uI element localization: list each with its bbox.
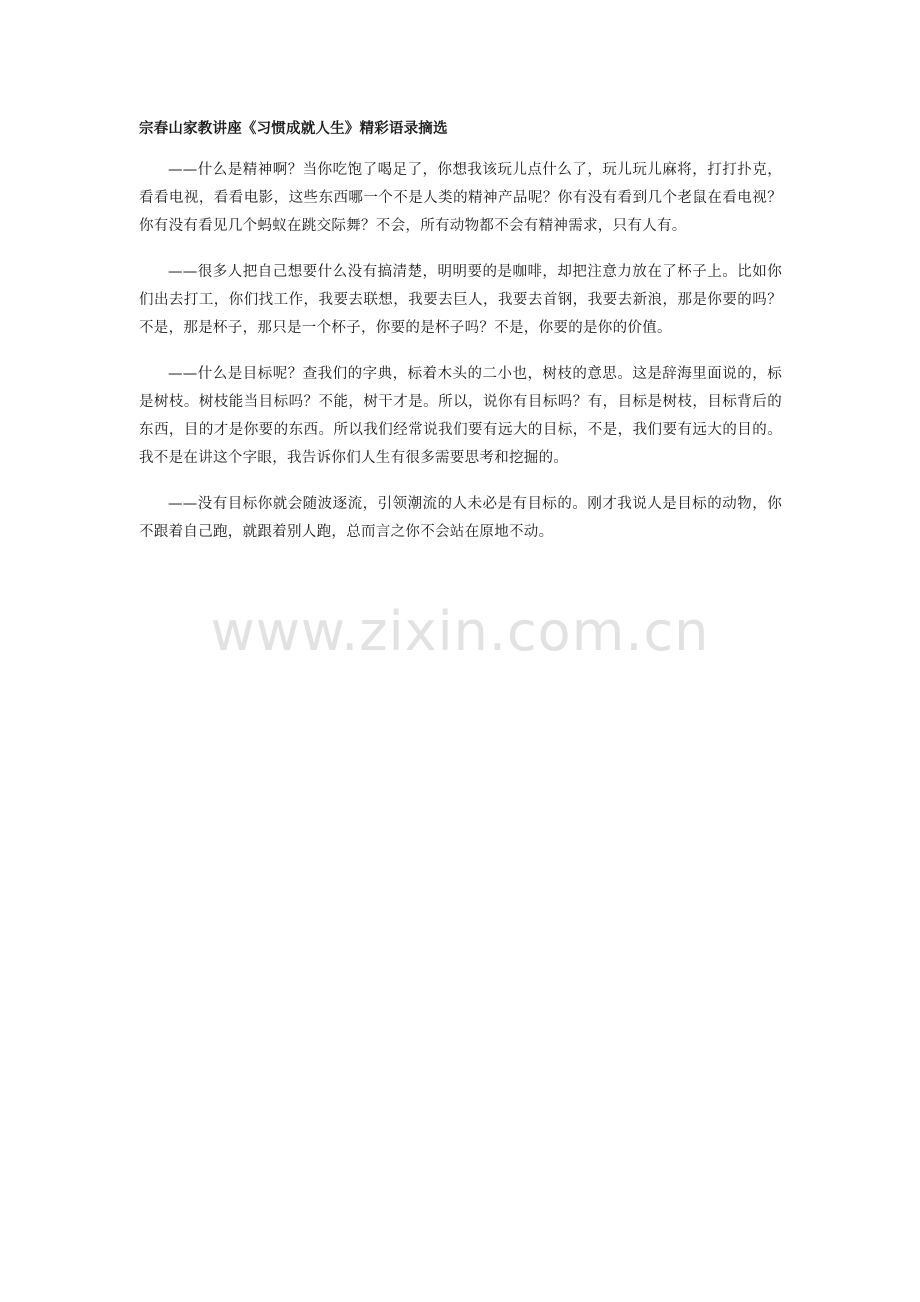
document-body	[139, 118, 782, 564]
paragraph-2: ——很多人把自己想要什么没有搞清楚，明明要的是咖啡，却把注意力放在了杯子上。比如你们出去打工，你们找工作，我要去联想，我要去巨人，我要去首钢，我要去新浪，那是你要的吗？不是，那是杯子，那只是一个杯子，你要的是杯子吗？不是，你要的是你的价值。	[139, 264, 782, 336]
document-title: 宗春山家教讲座《习惯成就人生》精彩语录摘选	[139, 121, 448, 137]
paragraph-4: ——没有目标你就会随波逐流，引领潮流的人未必是有目标的。刚才我说人是目标的动物，你不跟着自己跑，就跟着别人跑，总而言之你不会站在原地不动。	[139, 496, 782, 540]
watermark: www.zixin.com.cn	[210, 600, 710, 663]
paragraph-1: ——什么是精神啊？当你吃饱了喝足了，你想我该玩儿点什么了，玩儿玩儿麻将，打打扑克，看看电视，看看电影，这些东西哪一个不是人类的精神产品呢？你有没有看到几个老鼠在看电视？你有没有看见几个蚂蚁在跳交际舞？不会，所有动物都不会有精神需求，只有人有。	[139, 162, 782, 234]
paragraph-3: ——什么是目标呢？查我们的字典，标着木头的二小也，树枝的意思。这是辞海里面说的，标是树枝。树枝能当目标吗？不能，树干才是。所以，说你有目标吗？有，目标是树枝，目标背后的东西，目的才是你要的东西。所以我们经常说我们要有远大的目标，不是，我们要有远大的目的。我不是在讲这个字眼，我告诉你们人生有很多需要思考和挖掘的。	[139, 366, 782, 466]
